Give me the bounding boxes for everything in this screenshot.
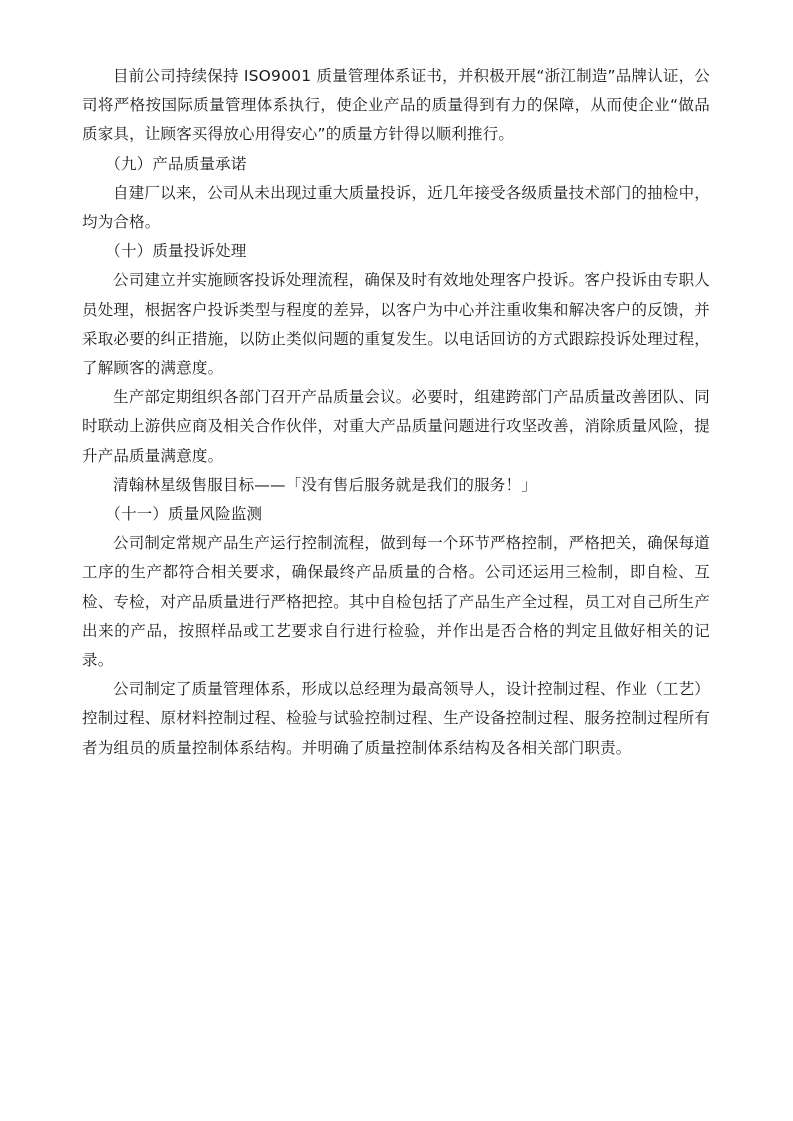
- section-heading-complaint-handling: （十）质量投诉处理: [105, 242, 247, 261]
- document-page: [82, 62, 710, 763]
- section-heading-quality-commitment: （九）产品质量承诺: [105, 154, 247, 173]
- paragraph-iso-certification: 目前公司持续保持 ISO9001 质量管理体系证书，并积极开展“浙江制造”品牌认证，公司将严格按国际质量管理体系执行，使企业产品的质量得到有力的保障，从而使企业“做品质家具，让顾客买得放心用得安心”的质量方针得以顺利推行。: [82, 67, 710, 144]
- paragraph-complaint-process: 公司建立并实施顾客投诉处理流程，确保及时有效地处理客户投诉。客户投诉由专职人员处理，根据客户投诉类型与程度的差异，以客户为中心并注重收集和解决客户的反馈，并采取必要的纠正措施，以防止类似问题的重复发生。以电话回访的方式跟踪投诉处理过程，了解顾客的满意度。: [82, 271, 711, 378]
- paragraph-quality-system: 公司制定了质量管理体系，形成以总经理为最高领导人，设计控制过程、作业（工艺）控制过程、原材料控制过程、检验与试验控制过程、生产设备控制过程、服务控制过程所有者为组员的质量控制体系结构。并明确了质量控制体系结构及各相关部门职责。: [82, 680, 711, 757]
- paragraph-quality-meeting: 生产部定期组织各部门召开产品质量会议。必要时，组建跨部门产品质量改善团队、同时联动上游供应商及相关合作伙伴，对重大产品质量问题进行攻坚改善，消除质量风险，提升产品质量满意度。: [82, 388, 711, 465]
- paragraph-quality-commitment: 自建厂以来，公司从未出现过重大质量投诉，近几年接受各级质量技术部门的抽检中，均为合格。: [82, 183, 710, 232]
- paragraph-production-control: 公司制定常规产品生产运行控制流程，做到每一个环节严格控制，严格把关，确保每道工序的生产都符合相关要求，确保最终产品质量的合格。公司还运用三检制，即自检、互检、专检，对产品质量进行严格把控。其中自检包括了产品生产全过程，员工对自己所生产出来的产品，按照样品或工艺要求自行进行检验，并作出是否合格的判定且做好相关的记录。: [82, 534, 711, 670]
- service-slogan: 清翰林星级售服目标——「没有售后服务就是我们的服务！」: [113, 475, 537, 494]
- section-heading-risk-monitoring: （十一）质量风险监测: [105, 505, 263, 524]
